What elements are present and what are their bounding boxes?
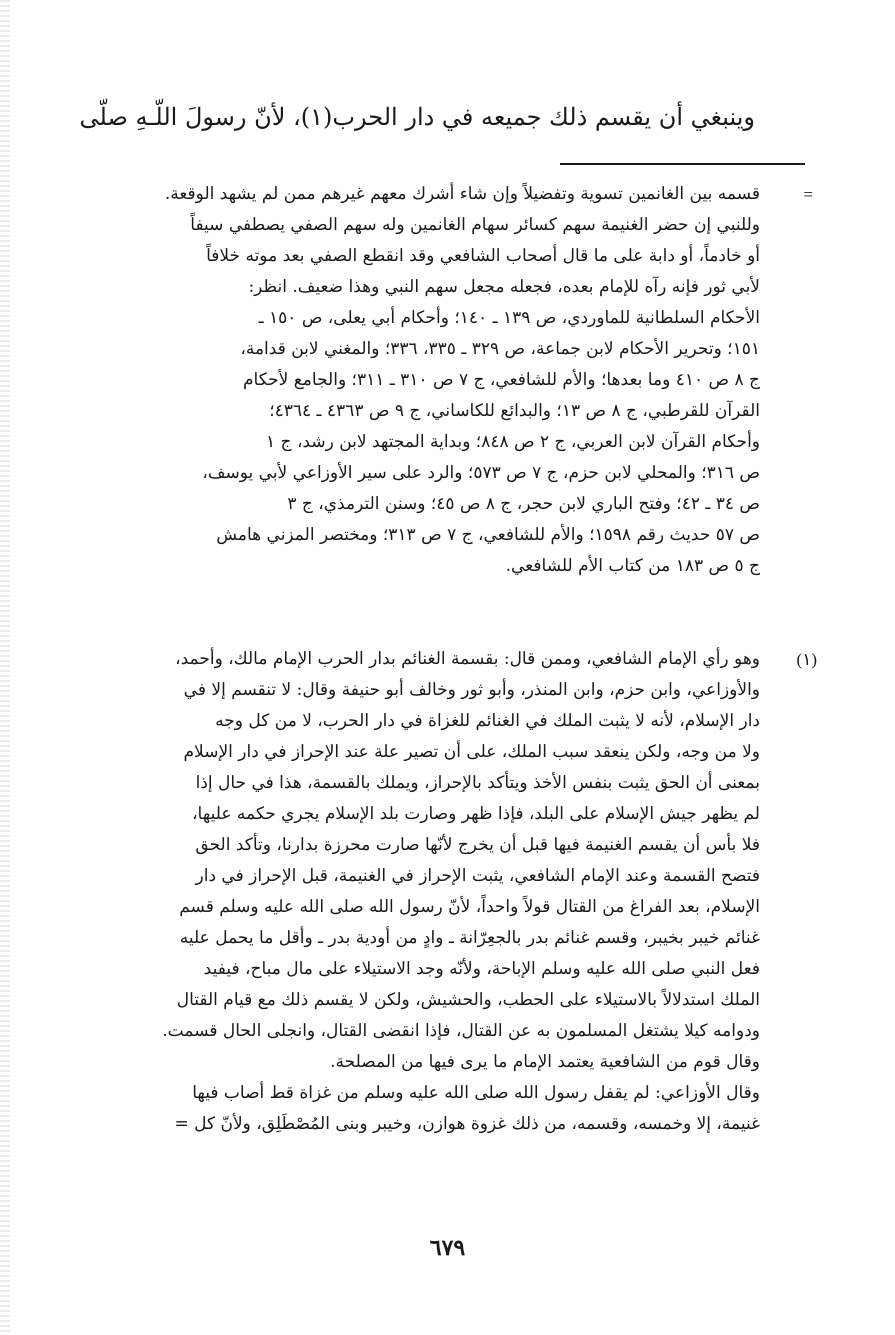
footnote-line: وهو رأي الإمام الشافعي، وممن قال: بقسمة الغنائم بدار الحرب الإمام مالك، وأحمد، bbox=[175, 649, 760, 669]
footnote-line: فعل النبي صلى الله عليه وسلم الإباحة، ولأنّه وجد الاستيلاء على مال مباح، فيفيد bbox=[203, 959, 760, 979]
footnote-line: غنائم خيبر بخيبر، وقسم غنائم بدر بالجعِرّانة ـ وادٍ من أودية بدر ـ وأقل ما يحمل عليه bbox=[179, 928, 760, 948]
footnote-line: وأحكام القرآن لابن العربي، ج ٢ ص ٨٤٨؛ وبداية المجتهد لابن رشد، ج ١ bbox=[266, 432, 760, 452]
footnote-line: فلا بأس أن يقسم الغنيمة فيها قبل أن يخرج لأنّها صارت محرزة بدارنا، وتأكد الحق bbox=[195, 835, 760, 855]
main-text-line: وينبغي أن يقسم ذلك جميعه في دار الحرب(١)، لأنّ رسولَ اللّـهِ صلّى bbox=[79, 103, 755, 131]
footnote-line: ودوامه كيلا يشتغل المسلمون به عن القتال، فإذا انقضى القتال، وانجلى الحال قسمت. bbox=[162, 1021, 760, 1041]
footnote-line: ص ٣١٦؛ والمحلي لابن حزم، ج ٧ ص ٥٧٣؛ والرد على سير الأوزاعي لأبي يوسف، bbox=[202, 463, 760, 483]
footnote-line: الأحكام السلطانية للماوردي، ص ١٣٩ ـ ١٤٠؛ وأحكام أبي يعلى، ص ١٥٠ ـ bbox=[258, 308, 760, 328]
footnote-line: دار الإسلام، لأنه لا يثبت الملك في الغنائم للغزاة في دار الحرب، لا من كل وجه bbox=[215, 711, 760, 731]
footnote-continued-block bbox=[40, 179, 760, 582]
footnote-line: والأوزاعي، وابن حزم، وابن المنذر، وأبو ثور وخالف أبو حنيفة وقال: لا تنقسم إلا في bbox=[183, 680, 760, 700]
footnote-line: الملك استدلالاً بالاستيلاء على الحطب، والحشيش، ولكن لا يقسم ذلك مع قيام القتال bbox=[176, 990, 760, 1010]
footnote-line: لم يظهر جيش الإسلام على البلد، فإذا ظهر وصارت بلد الإسلام يجري حكمه عليها، bbox=[192, 804, 760, 824]
page-edge-scan-strip bbox=[0, 0, 10, 1335]
footnote-line: بمعنى أن الحق يثبت بنفس الأخذ ويتأكد بالإحراز، ويملك بالقسمة، هذا في حال إذا bbox=[195, 773, 760, 793]
footnote-line: الإسلام، بعد الفراغ من القتال قولاً واحداً، لأنّ رسول الله صلى الله عليه وسلم قسم bbox=[179, 897, 760, 917]
footnote-separator-rule bbox=[560, 163, 805, 165]
footnote-line: ج ٥ ص ١٨٣ من كتاب الأم للشافعي. bbox=[505, 556, 760, 576]
page-number: ٦٧٩ bbox=[429, 1235, 466, 1261]
footnote-1-block bbox=[40, 644, 760, 1140]
footnote-line: فتصح القسمة وعند الإمام الشافعي، يثبت الإحراز في الغنيمة، قبل الإحراز في دار bbox=[195, 866, 760, 886]
footnote-line: أو خادماً، أو دابة على ما قال أصحاب الشافعي وقد انقطع الصفي بعد موته خلافاً bbox=[206, 246, 760, 266]
footnote-line: قسمه بين الغانمين تسوية وتفضيلاً وإن شاء أشرك معهم غيرهم ممن لم يشهد الوقعة. bbox=[164, 184, 760, 204]
footnote-line: القرآن للقرطبي، ج ٨ ص ١٣؛ والبدائع للكاساني، ج ٩ ص ٤٣٦٣ ـ ٤٣٦٤؛ bbox=[269, 401, 760, 421]
footnote-line: ص ٣٤ ـ ٤٢؛ وفتح الباري لابن حجر، ج ٨ ص ٤٥؛ وسنن الترمذي، ج ٣ bbox=[287, 494, 760, 514]
footnote-line: لأبي ثور فإنه رآه للإمام بعده، فجعله مجعل سهم النبي وهذا ضعيف. انظر: bbox=[248, 277, 760, 297]
footnote-line: وقال الأوزاعي: لم يقفل رسول الله صلى الله عليه وسلم من غزاة قط أصاب فيها bbox=[192, 1083, 760, 1103]
footnote-line: ١٥١؛ وتحرير الأحكام لابن جماعة، ص ٣٢٩ ـ ٣٣٥، ٣٣٦؛ والمغني لابن قدامة، bbox=[240, 339, 760, 359]
footnote-line: غنيمة، إلا وخمسه، وقسمه، من ذلك غزوة هوازن، وخيبر وبنى المُصْطَلِق، ولأنّ كل = bbox=[174, 1114, 760, 1134]
footnote-line: ولا من وجه، ولكن ينعقد سبب الملك، على أن تصير علة عند الإحراز في دار الإسلام bbox=[183, 742, 760, 762]
footnote-line: ص ٥٧ حديث رقم ١٥٩٨؛ والأم للشافعي، ج ٧ ص ٣١٣؛ ومختصر المزني هامش bbox=[216, 525, 760, 545]
footnote-line: وقال قوم من الشافعية يعتمد الإمام ما يرى فيها من المصلحة. bbox=[330, 1052, 760, 1072]
footnote-line: وللنبي إن حضر الغنيمة سهم كسائر سهام الغانمين وله سهم الصفي يصطفي سيفاً bbox=[190, 215, 760, 235]
footnote-1-marker: (١) bbox=[796, 650, 817, 669]
footnote-line: ج ٨ ص ٤١٠ وما بعدها؛ والأم للشافعي، ج ٧ ص ٣١٠ ـ ٣١١؛ والجامع لأحكام bbox=[243, 370, 760, 390]
continuation-marker: = bbox=[803, 185, 813, 204]
